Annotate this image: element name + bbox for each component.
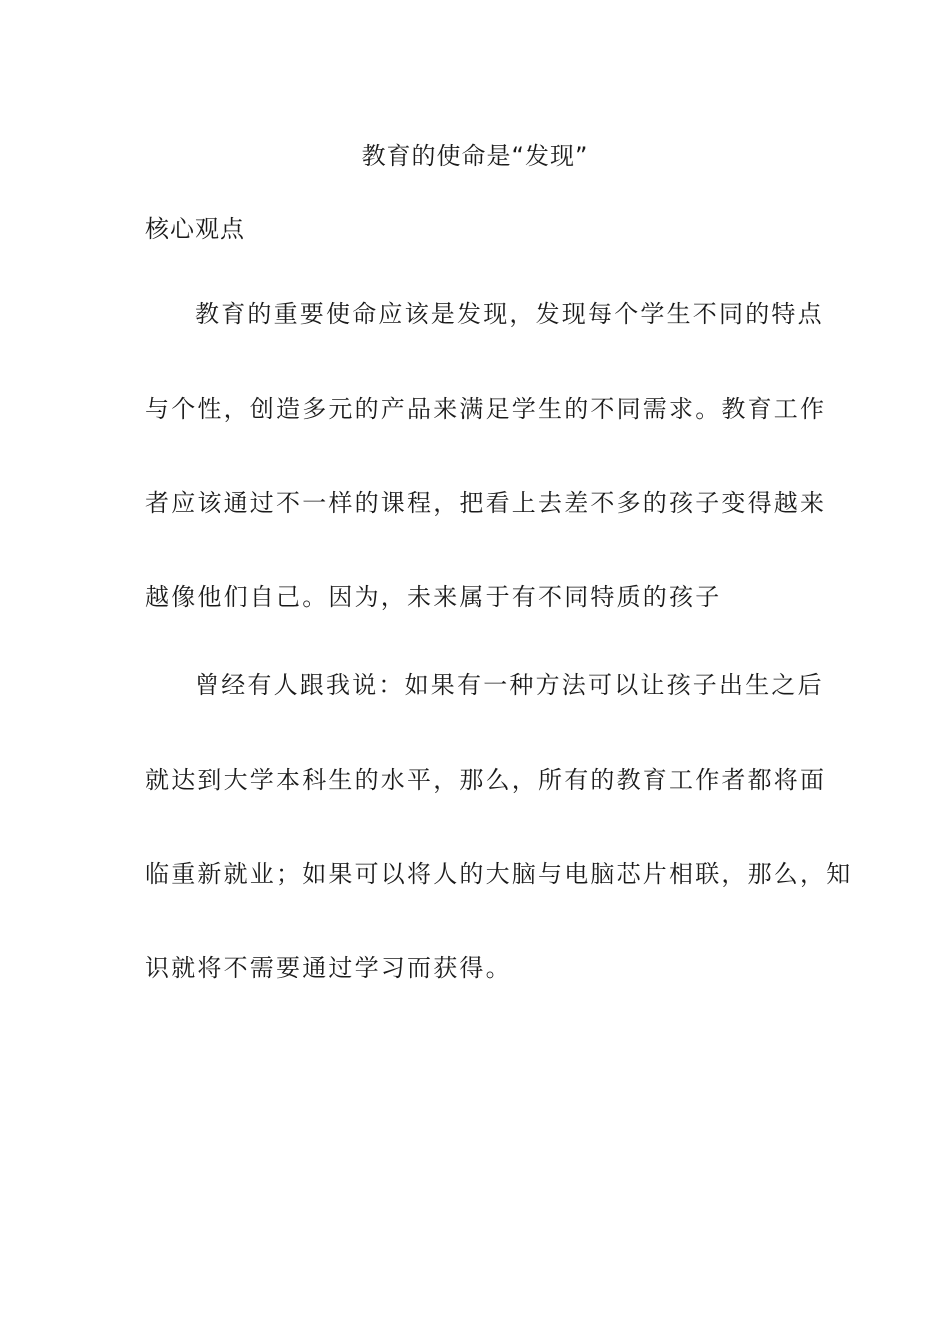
paragraph-line: 教育的重要使命应该是发现，发现每个学生不同的特点 (195, 300, 824, 328)
paragraph-line: 与个性，创造多元的产品来满足学生的不同需求。教育工作 (145, 395, 827, 423)
paragraph-line: 就达到大学本科生的水平，那么，所有的教育工作者都将面 (145, 766, 827, 794)
paragraph-line: 越像他们自己。因为，未来属于有不同特质的孩子 (145, 583, 722, 611)
paragraph-line: 曾经有人跟我说：如果有一种方法可以让孩子出生之后 (195, 671, 824, 699)
section-heading: 核心观点 (145, 215, 245, 243)
paragraph-line: 临重新就业；如果可以将人的大脑与电脑芯片相联，那么，知 (145, 860, 853, 888)
paragraph-line: 者应该通过不一样的课程，把看上去差不多的孩子变得越来 (145, 489, 827, 517)
document-title: 教育的使命是“发现” (361, 142, 589, 170)
paragraph-line: 识就将不需要通过学习而获得。 (145, 954, 512, 982)
